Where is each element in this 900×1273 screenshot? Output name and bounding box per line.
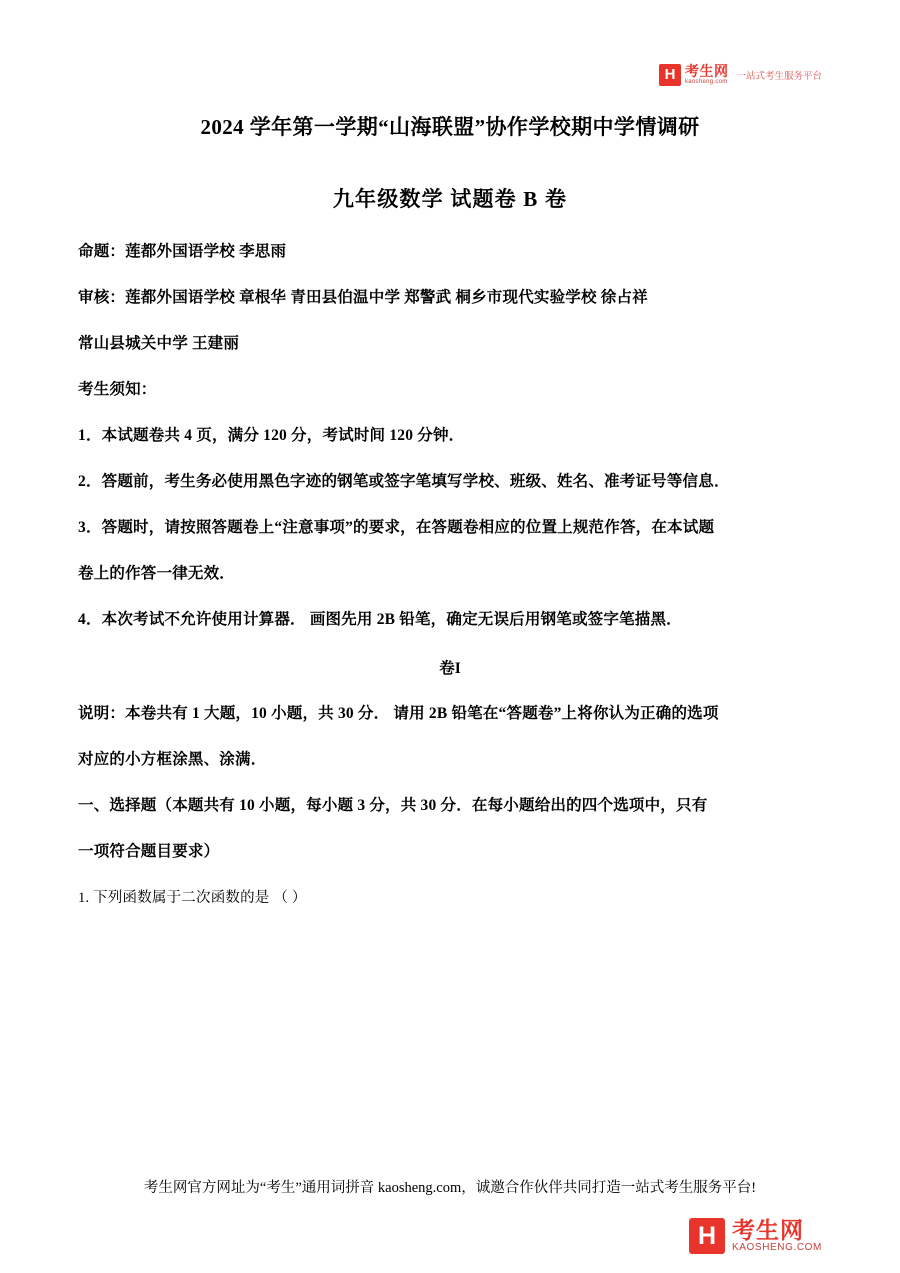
notice-item-2: 2．答题前，考生务必使用黑色字迹的钢笔或签字笔填写学校、班级、姓名、准考证号等信息． [78, 473, 730, 490]
brand-mark-icon: H [659, 64, 681, 86]
reviewers-line-2: 常山县城关中学 王建丽 [78, 335, 240, 352]
header-brand-logo [659, 62, 822, 88]
part-one-heading-line-2: 一项符合题目要求） [78, 843, 220, 860]
footer-brand-mark-icon: H [689, 1218, 725, 1254]
footer-brand-domain: KAOSHENG.COM [732, 1242, 822, 1253]
notice-item-3-cont: 卷上的作答一律无效． [78, 565, 236, 582]
document-body [78, 214, 822, 908]
notice-heading: 考生须知： [78, 381, 157, 398]
section-label: 卷I [439, 660, 461, 677]
brand-name: 考生网 [684, 63, 729, 79]
proposer-line: 命题：莲都外国语学校 李思雨 [78, 243, 287, 260]
part-one-heading-line-1: 一、选择题（本题共有 10 小题，每小题 3 分，共 30 分．在每小题给出的四个选项中，只有 [78, 797, 708, 814]
notice-item-3: 3．答题时，请按照答题卷上“注意事项”的要求，在答题卷相应的位置上规范作答，在本试题 [78, 519, 715, 536]
footer-brand-name: 考生网 [732, 1217, 804, 1243]
footer-note: 考生网官方网址为“考生”通用词拼音 kaosheng.com，诚邀合作伙伴共同打造一站式考生服务平台! [143, 1180, 757, 1196]
section-instruction-line-2: 对应的小方框涂黑、涂满． [78, 751, 267, 768]
notice-item-4: 4．本次考试不允许使用计算器． 画图先用 2B 铅笔，确定无误后用钢笔或签字笔描黑． [78, 611, 682, 628]
notice-item-1: 1．本试题卷共 4 页，满分 120 分，考试时间 120 分钟． [78, 427, 465, 444]
page-subtitle: 九年级数学 试题卷 B 卷 [332, 187, 568, 211]
question-1: 1. 下列函数属于二次函数的是 （ ） [78, 890, 307, 906]
footer-brand-text [732, 1218, 822, 1254]
footer-brand-logo [689, 1218, 822, 1254]
page-title: 2024 学年第一学期“山海联盟”协作学校期中学情调研 [200, 115, 700, 139]
reviewers-line-1: 审核：莲都外国语学校 章根华 青田县伯温中学 郑警武 桐乡市现代实验学校 徐占祥 [78, 289, 648, 306]
brand-text [685, 64, 729, 86]
section-instruction-line-1: 说明：本卷共有 1 大题，10 小题，共 30 分． 请用 2B 铅笔在“答题卷”上将你认为正确的选项 [78, 705, 719, 722]
brand-domain: kaosheng.com [684, 79, 728, 85]
brand-slogan: 一站式考生服务平台 [736, 71, 822, 82]
